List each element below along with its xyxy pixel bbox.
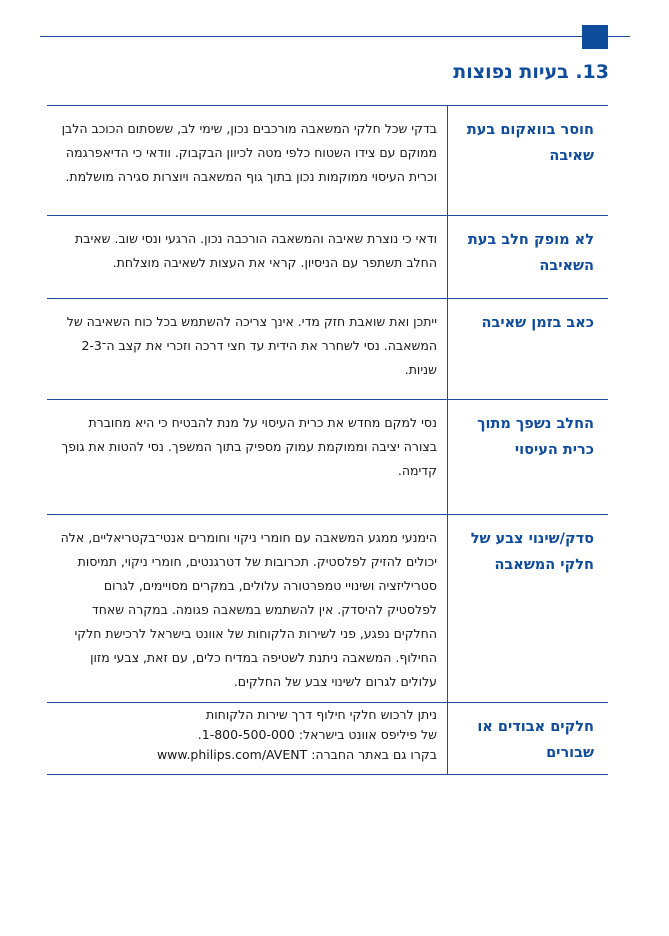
- troubleshooting-table: [47, 105, 608, 775]
- contact-line-text: בקרו גם באתר החברה:: [311, 747, 437, 762]
- solution-cell: [47, 400, 448, 515]
- problem-cell: [448, 106, 609, 216]
- solution-text: הימנעי ממגע המשאבה עם חומרי ניקוי וחומרים אנטי־בקטריאליים, אלה יכולים להזיק לפלסטיק. תכרובות של דטרגנטים, חומרי ניקוי, תמיסות סטריליזציה ושינויי טמפרטורה עלולים, במקרים מסויימים, לגרום לפלסטיק להיסדק. אין להשתמש במשאבה פגומה. במקרה שאחד החלקים נפגע, פני לשירות הלקוחות של אוונט בישראל לרכישת חלקי החילוף. המשאבה ניתנת לשטיפה במדיח כלים, עם זאת, צבעי מזון עלולים לגרום לשינוי צבע של החלקים.: [60, 530, 437, 689]
- solution-cell: [47, 216, 448, 299]
- problem-text: כאב בזמן שאיבה: [481, 315, 594, 331]
- contact-line-text: של פיליפס אוונט בישראל:: [298, 727, 437, 742]
- problem-text: חלקים אבודים או שבורים: [477, 719, 594, 761]
- problem-cell: [448, 400, 609, 515]
- solution-text: נסי למקם מחדש את כרית העיסוי על מנת להבטיח כי היא מחוברת בצורה יציבה וממוקמת עמוק מספיק בתוך המשפך. נסי להטות את גופך קדימה.: [61, 415, 437, 478]
- top-rule: [40, 36, 630, 37]
- solution-cell: [47, 515, 448, 703]
- table-row: [47, 515, 608, 703]
- contact-info: [47, 703, 447, 773]
- solution-text: ייתכן ואת שואבת חזק מדי. אינך צריכה להשתמש בכל כוח השאיבה של המשאבה. נסי לשחרר את הידית עד חצי דרכה וזכרי את קצב ה־2-3 שניות.: [66, 314, 437, 377]
- problem-cell: [448, 299, 609, 400]
- table-row: [47, 400, 608, 515]
- table-row: [47, 703, 608, 775]
- section-marker-tab: [582, 25, 608, 49]
- solution-text: בדקי שכל חלקי המשאבה מורכבים נכון, שימי לב, ששסתום הכוכב הלבן ממוקם עם צידו השטוח כלפי מטה לכיוון הבקבוק. וודאי כי הדיאפרגמה וכרית העיסוי ממוקמות נכון בתוך גוף המשאבה ויוצרות סגירה מושלמת.: [61, 121, 437, 184]
- solution-text: ודאי כי נוצרת שאיבה והמשאבה הורכבה נכון. הרגעי ונסי שוב. שאיבת החלב תשתפר עם הניסיון. קראי את העצות לשאיבה מוצלחת.: [75, 231, 437, 270]
- solution-cell: [47, 703, 448, 775]
- table-row: [47, 216, 608, 299]
- problem-cell: [448, 216, 609, 299]
- contact-line: ניתן לרכוש חלקי חילוף דרך שירות הלקוחות: [206, 707, 437, 722]
- problem-text: חוסר בוואקום בעת שאיבה: [466, 122, 594, 164]
- problem-text: החלב נשפך מתוך כרית העיסוי: [477, 416, 594, 458]
- solution-cell: [47, 299, 448, 400]
- website-link[interactable]: www.philips.com/AVENT: [156, 747, 308, 762]
- phone-number: 1-800-500-000: [201, 727, 295, 742]
- problem-text: לא מופק חלב בעת השאיבה: [467, 232, 594, 274]
- problem-text: סדק/שינוי צבע של חלקי המשאבה: [470, 531, 594, 573]
- problem-cell: [448, 703, 609, 775]
- table-row: [47, 106, 608, 216]
- contact-line: של פיליפס אוונט בישראל: 1-800-500-000.: [197, 727, 437, 742]
- section-title: 13. בעיות נפוצות: [453, 61, 609, 83]
- problem-cell: [448, 515, 609, 703]
- table-row: [47, 299, 608, 400]
- solution-cell: [47, 106, 448, 216]
- contact-line: [53, 745, 437, 765]
